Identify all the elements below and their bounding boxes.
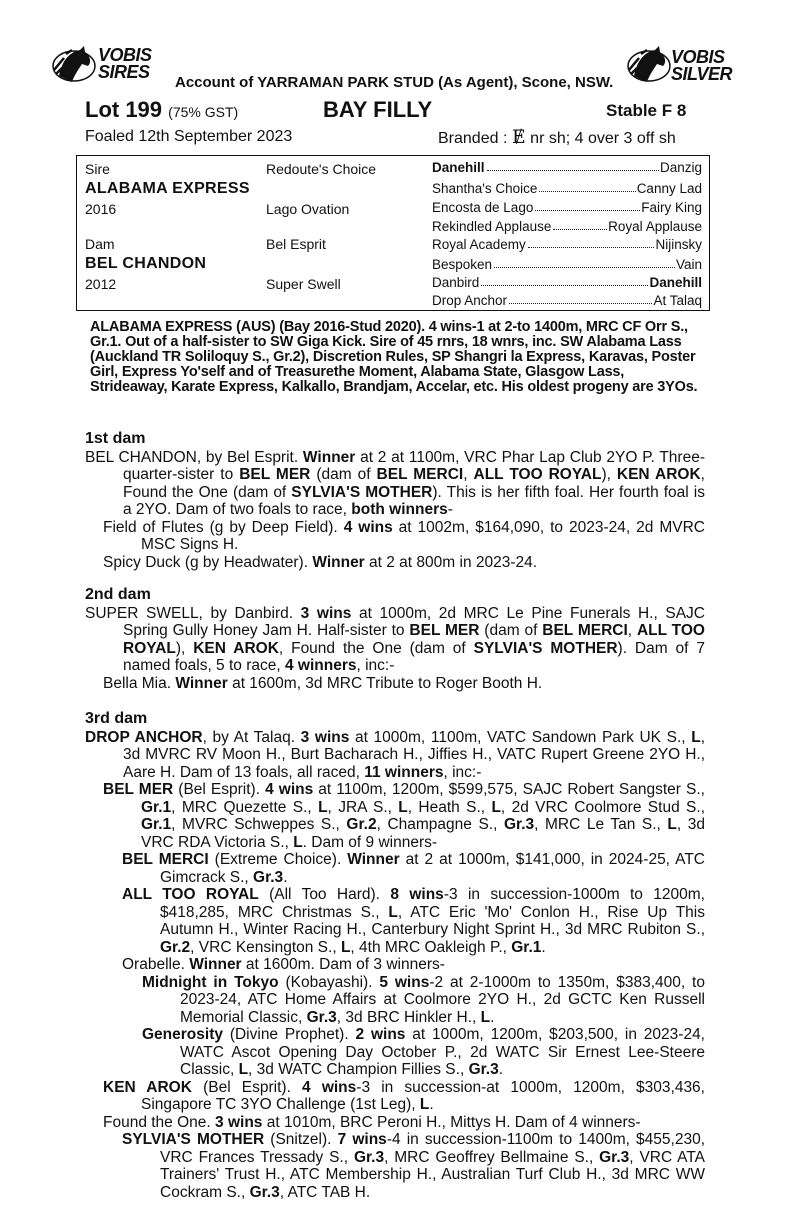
dam-produce-paragraph: SUPER SWELL, by Danbird. 3 wins at 1000m, 2d MRC Le Pine Funerals H., SAJC Spring Gully Honey Jam H. Half-sister to BEL MER (dam of BEL MERCI, ALL TOO ROYAL), KEN AROK, Found the One (dam of SYLVIA'S MOTHER). Dam of 7 named foals, 5 to race, 4 winners, inc:- [85, 604, 705, 674]
dam-produce-paragraph: Midnight in Tokyo (Kobayashi). 5 wins-2 at 2-1000m to 1350m, $383,400, to 2023-24, ATC Home Affairs at Coolmore 2YO H., 2d GCTC Ken Russell Memorial Classic, Gr.3, 3d BRC Hinkler H., L. [142, 973, 705, 1026]
dot-leader [553, 219, 607, 230]
dam-produce-paragraph: BEL MERCI (Extreme Choice). Winner at 2 at 1000m, $141,000, in 2024-25, ATC Gimcrack S., Gr.3. [122, 851, 705, 886]
dam-dam: Super Swell [266, 276, 341, 292]
dam-produce-paragraph: BEL MER (Bel Esprit). 4 wins at 1100m, 1200m, $599,575, SAJC Robert Sangster S., Gr.1, MRC Quezette S., L, JRA S., L, Heath S., L, 2d VRC Coolmore Stud S., Gr.1, MVRC Schweppes S., Gr.2, Champagne S., Gr.3, MRC Le Tan S., L, 3d VRC RDA Victoria S., L. Dam of 9 winners- [103, 781, 705, 851]
lot-label: Lot 199 [85, 97, 163, 122]
ancestor-sire: Danzig [659, 160, 702, 175]
dam-produce-paragraph: Field of Flutes (g by Deep Field). 4 wins at 1002m, $164,090, to 2023-24, 2d MVRC MSC Signs H. [103, 518, 705, 553]
dot-leader [509, 293, 652, 304]
ancestor-name: Royal Academy [432, 237, 526, 252]
dam-produce-paragraph: Orabelle. Winner at 1600m. Dam of 3 winners- [122, 956, 445, 973]
ancestor-sire: Nijinsky [655, 237, 702, 252]
dot-leader [487, 160, 659, 171]
vobis-silver-logo [625, 40, 755, 88]
pedigree-table [76, 155, 710, 311]
sire-label: Sire [85, 161, 110, 177]
brand-mark: Ɇ [511, 126, 526, 148]
foaled-date: Foaled 12th September 2023 [85, 128, 293, 145]
lot-number [85, 97, 238, 123]
pedigree-grandsire-row [432, 257, 702, 272]
dam-label: Dam [85, 236, 115, 252]
sire-dam: Lago Ovation [266, 201, 350, 217]
dam-year: 2012 [85, 276, 117, 292]
sire-name: ALABAMA EXPRESS [85, 180, 250, 197]
dam-produce-paragraph: SYLVIA'S MOTHER (Snitzel). 7 wins-4 in succession-1100m to 1400m, $455,230, VRC Frances Tressady S., Gr.3, MRC Geoffrey Bellmaine S., Gr.3, VRC ATA Trainers' Trust H., ATC Membership H., Australian Turf Club H., 3d MRC WW Cockram S., Gr.3, ATC TAB H. [122, 1131, 706, 1201]
ancestor-name: Encosta de Lago [432, 200, 534, 215]
dot-leader [481, 275, 648, 286]
ancestor-name: Bespoken [432, 257, 493, 272]
ancestor-sire: Vain [675, 257, 702, 272]
pedigree-grandsire-row [432, 200, 702, 215]
dot-leader [494, 257, 675, 268]
branded-line [438, 126, 676, 148]
dam-produce-paragraph: KEN AROK (Bel Esprit). 4 wins-3 in succession-at 1000m, 1200m, $303,436, Singapore TC 3YO Challenge (1st Leg), L. [103, 1078, 705, 1113]
dam-section [85, 586, 705, 692]
sex-description: BAY FILLY [323, 97, 433, 122]
dam-produce-paragraph: Bella Mia. Winner at 1600m, 3d MRC Tribute to Roger Booth H. [103, 674, 543, 692]
pedigree-grandsire-row [432, 181, 702, 196]
sire-sire: Redoute's Choice [266, 161, 377, 177]
dam-produce-paragraph: DROP ANCHOR, by At Talaq. 3 wins at 1000m, 1100m, VATC Sandown Park UK S., L, 3d MVRC RV Moon H., Burt Bacharach H., Jiffies H., VATC Rupert Greene 2YO H., Aare H. Dam of 13 foals, all raced, 11 winners, inc:- [85, 728, 705, 781]
pedigree-grandsire-row [432, 237, 702, 252]
dot-leader [539, 181, 635, 192]
ancestor-name: Danehill [432, 160, 485, 175]
pedigree-grandsire-row [432, 160, 702, 175]
pedigree-grandsire-row [432, 275, 702, 290]
logo-text: VOBIS SILVER [671, 47, 733, 84]
logo-text: VOBIS SIRES [98, 45, 152, 82]
dam-produce-paragraph: Generosity (Divine Prophet). 2 wins at 1000m, 1200m, $203,500, in 2023-24, WATC Ascot Opening Day October P., 2d WATC Sir Ernest Lee-Steere Classic, L, 3d WATC Champion Fillies S., Gr.3. [142, 1026, 705, 1078]
horse-head-icon [50, 40, 98, 88]
dot-leader [528, 237, 655, 248]
ancestor-sire: Royal Applause [608, 219, 702, 234]
dam-heading: 3rd dam [85, 710, 148, 727]
dam-heading: 1st dam [85, 430, 146, 447]
horse-head-icon [625, 40, 673, 88]
ancestor-sire: At Talaq [653, 293, 702, 308]
dam-sire: Bel Esprit [266, 236, 326, 252]
pedigree-grandsire-row [432, 219, 702, 234]
account-line: Account of YARRAMAN PARK STUD (As Agent), Scone, NSW. [175, 74, 614, 91]
pedigree-grandsire-row [432, 293, 702, 308]
vobis-sires-logo [50, 40, 180, 88]
dam-heading: 2nd dam [85, 586, 151, 603]
branded-label: Branded : [438, 130, 508, 147]
ancestor-name: Rekindled Applause [432, 219, 552, 234]
ancestor-name: Drop Anchor [432, 293, 508, 308]
sire-summary: ALABAMA EXPRESS (AUS) (Bay 2016-Stud 2020). 4 wins-1 at 2-to 1400m, MRC CF Orr S., Gr.1. Out of a half-sister to SW Giga Kick. Sire of 45 rnrs, 18 wnrs, inc. SW Alabama Lass (Auckland TR Soliloquy S., Gr.2), Discretion Rules, SP Shangri la Express, Karavas, Poster Girl, Express Yo'self and of Treasurethe Moment, Alabama State, Glasgow Lass, Strideaway, Karate Express, Kalkallo, Brandjam, Accelar, etc. His oldest progeny are 3YOs. [90, 319, 698, 395]
dot-leader [535, 200, 640, 211]
dam-produce-paragraph: Spicy Duck (g by Headwater). Winner at 2 at 800m in 2023-24. [103, 553, 538, 571]
branded-marks: nr sh; 4 over 3 off sh [530, 130, 676, 147]
ancestor-sire: Danehill [649, 275, 702, 290]
dam-section [85, 430, 705, 571]
dam-produce-paragraph: ALL TOO ROYAL (All Too Hard). 8 wins-3 in succession-1000m to 1200m, $418,285, MRC Christmas S., L, ATC Eric 'Mo' Conlon H., Rise Up This Autumn H., Winter Racing H., Canterbury Night Sprint H., 3d MRC Rubiton S., Gr.2, VRC Kensington S., L, 4th MRC Oakleigh P., Gr.1. [122, 886, 705, 956]
ancestor-sire: Canny Lad [636, 181, 702, 196]
dam-name: BEL CHANDON [85, 255, 207, 272]
dam-produce-paragraph: BEL CHANDON, by Bel Esprit. Winner at 2 at 1100m, VRC Phar Lap Club 2YO P. Three-quarter-sister to BEL MER (dam of BEL MERCI, ALL TOO ROYAL), KEN AROK, Found the One (dam of SYLVIA'S MOTHER). This is her fifth foal. Her fourth foal is a 2YO. Dam of two foals to race, both winners- [85, 448, 705, 518]
stable-number: Stable F 8 [606, 101, 687, 120]
ancestor-sire: Fairy King [641, 200, 702, 215]
ancestor-name: Danbird [432, 275, 480, 290]
gst-note: (75% GST) [168, 104, 239, 120]
ancestor-name: Shantha's Choice [432, 181, 538, 196]
sire-year: 2016 [85, 201, 117, 217]
dam-section [85, 710, 705, 1201]
dam-produce-paragraph: Found the One. 3 wins at 1010m, BRC Peroni H., Mittys H. Dam of 4 winners- [103, 1113, 641, 1131]
